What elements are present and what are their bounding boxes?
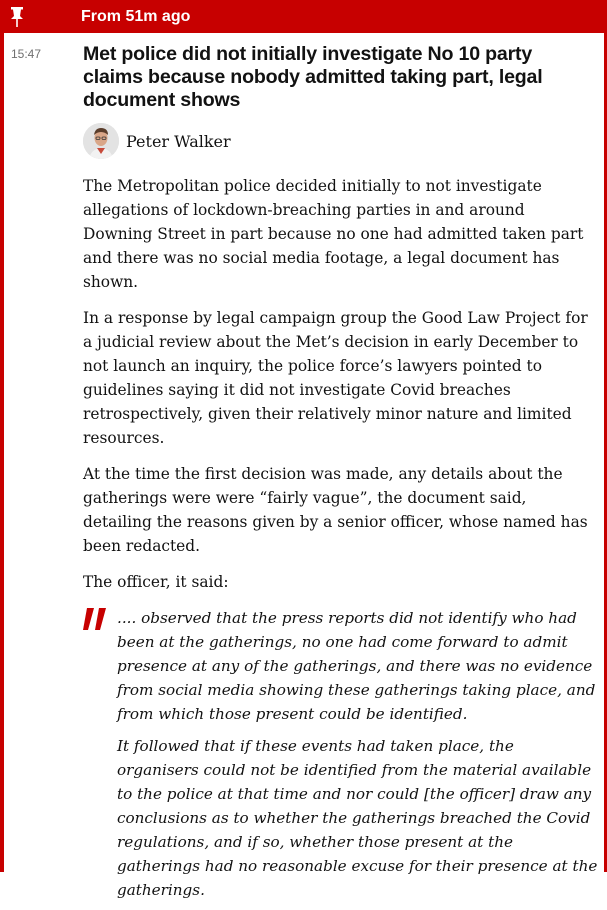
pinned-post-header[interactable] [0, 0, 607, 33]
body-paragraph: The officer, it said: [83, 573, 229, 591]
quote-paragraph: It followed that if these events had taken place, the organisers could not be identified from the material available to the police at that time and nor could [the officer] draw any conclusions as to whether the gatherings breached the Covid regulations, and if so, whether those present at the gatherings had no reasonable excuse for their presence at the gatherings. [117, 737, 598, 899]
post-body [83, 174, 598, 910]
post-timestamp[interactable]: 15:47 [11, 47, 42, 61]
pinned-time-label: From 51m ago [81, 7, 191, 25]
pin-icon [0, 0, 34, 33]
author-avatar [83, 123, 119, 159]
quote-mark-icon [83, 608, 111, 637]
post-headline: Met police did not initially investigate No 10 party claims because nobody admitted taking part, legal document shows [83, 43, 543, 111]
body-paragraph: In a response by legal campaign group the Good Law Project for a judicial review about the Met’s decision in early December to not launch an inquiry, the police force’s lawyers pointed to guidelines saying it did not investigate Covid breaches retrospectively, given their relatively minor nature and limited resources. [83, 309, 588, 447]
quote-paragraph: .... observed that the press reports did not identify who had been at the gatherings, no one had come forward to admit presence at any of the gatherings, and there was no evidence from social media showing these gatherings taking place, and from which those present could be identified. [117, 609, 596, 723]
author-name: Peter Walker [126, 131, 231, 151]
blockquote [83, 606, 598, 902]
body-paragraph: At the time the first decision was made, any details about the gatherings were were “fairly vague”, the document said, detailing the reasons given by a senior officer, whose named has been redacted. [83, 465, 588, 555]
byline[interactable] [83, 123, 231, 159]
body-paragraph: The Metropolitan police decided initially to not investigate allegations of lockdown-breaching parties in and around Downing Street in part because no one had admitted taken part and there was no social media footage, a legal document has shown. [83, 177, 584, 291]
